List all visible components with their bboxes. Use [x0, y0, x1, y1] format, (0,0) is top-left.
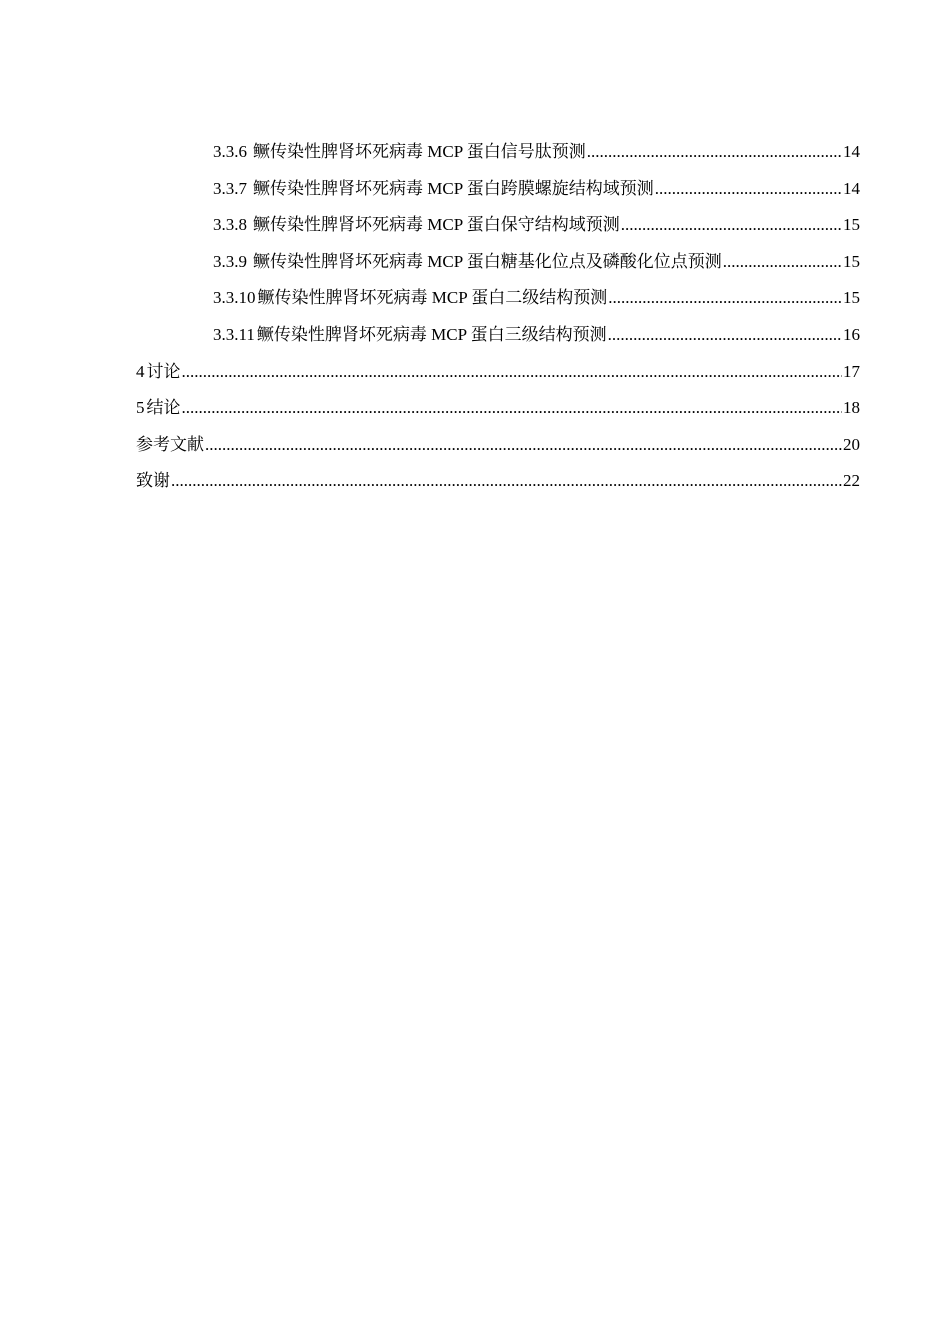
toc-entry-page: 18	[843, 398, 860, 418]
toc-entry-number: 5	[136, 398, 145, 418]
toc-dot-leader	[182, 396, 843, 420]
toc-entry-title: 结论	[146, 398, 181, 418]
toc-entry-acknowledgements[interactable]	[136, 469, 860, 506]
toc-entry-number: 3.3.7	[213, 178, 247, 198]
toc-entry-3-3-10[interactable]	[136, 286, 860, 323]
toc-entry-page: 17	[843, 361, 860, 381]
toc-entry-title: 鳜传染性脾肾坏死病毒 MCP 蛋白糖基化位点及磷酸化位点预测	[253, 251, 722, 271]
toc-entry-3-3-9[interactable]	[136, 250, 860, 287]
toc-entry-number: 3.3.8	[213, 215, 247, 235]
toc-dot-leader	[608, 286, 842, 310]
toc-entry-title: 鳜传染性脾肾坏死病毒 MCP 蛋白保守结构域预测	[253, 215, 620, 235]
toc-entry-title: 鳜传染性脾肾坏死病毒 MCP 蛋白二级结构预测	[257, 288, 608, 308]
toc-entry-number: 3.3.9	[213, 251, 247, 271]
toc-entry-page: 15	[843, 251, 860, 271]
toc-entry-conclusion[interactable]	[136, 396, 860, 433]
toc-entry-title: 鳜传染性脾肾坏死病毒 MCP 蛋白信号肽预测	[253, 142, 586, 161]
toc-entry-number: 3.3.6	[213, 142, 247, 161]
toc-dot-leader	[723, 250, 842, 274]
toc-entry-discussion[interactable]	[136, 360, 860, 397]
toc-entry-title: 讨论	[146, 361, 181, 381]
toc-dot-leader	[608, 323, 842, 347]
toc-entry-references[interactable]	[136, 433, 860, 470]
toc-entry-3-3-6[interactable]	[136, 140, 860, 177]
table-of-contents	[136, 140, 860, 506]
toc-dot-leader	[587, 140, 842, 164]
toc-dot-leader	[171, 469, 842, 493]
toc-dot-leader	[205, 433, 842, 457]
toc-entry-page: 22	[843, 471, 860, 491]
toc-entry-title: 致谢	[136, 471, 170, 491]
toc-entry-number: 3.3.11	[213, 324, 255, 344]
toc-entry-number: 4	[136, 361, 145, 381]
toc-dot-leader	[655, 177, 842, 201]
toc-entry-page: 14	[843, 142, 860, 161]
toc-entry-3-3-8[interactable]	[136, 213, 860, 250]
toc-entry-3-3-7[interactable]	[136, 177, 860, 214]
toc-entry-title: 鳜传染性脾肾坏死病毒 MCP 蛋白三级结构预测	[256, 324, 607, 344]
toc-dot-leader	[621, 213, 842, 237]
toc-entry-number: 3.3.10	[213, 288, 256, 308]
toc-entry-page: 15	[843, 215, 860, 235]
toc-entry-title: 鳜传染性脾肾坏死病毒 MCP 蛋白跨膜螺旋结构域预测	[253, 178, 654, 198]
toc-dot-leader	[182, 360, 843, 384]
toc-entry-page: 14	[843, 178, 860, 198]
toc-entry-page: 15	[843, 288, 860, 308]
toc-entry-title: 参考文献	[136, 434, 204, 454]
toc-entry-page: 20	[843, 434, 860, 454]
toc-entry-page: 16	[843, 324, 860, 344]
toc-entry-3-3-11[interactable]	[136, 323, 860, 360]
